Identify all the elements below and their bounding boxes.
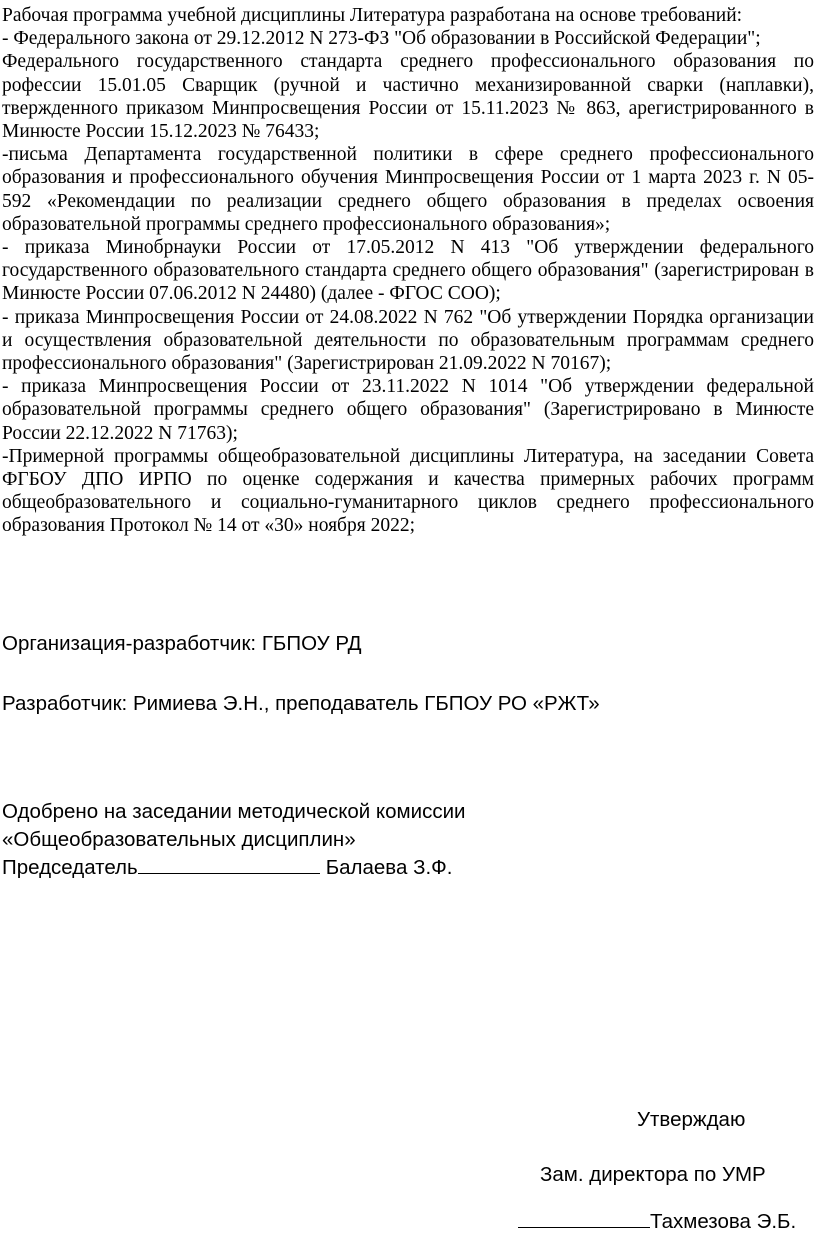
basis-item-federal-law: - Федерального закона от 29.12.2012 N 273-ФЗ "Об образовании в Российской Федерации"; — [2, 28, 761, 50]
basis-item-order-762: - приказа Минпросвещения России от 24.08.2022 N 762 "Об утверждении Порядка организации и осуществления образовательной деятельности по образовательным программам среднего профессионального образования" (Зарегистрирован 21.09.2022 N 70167); — [2, 306, 814, 375]
approval-line-1: Одобрено на заседании методической комиссии — [2, 800, 466, 823]
chair-signature-row — [2, 854, 465, 882]
deputy-position: Зам. директора по УМР — [540, 1163, 766, 1186]
basis-item-order-1014: - приказа Минпросвещения России от 23.11.2022 N 1014 "Об утверждении федеральной образовательной программы среднего общего образования" (Зарегистрировано в Минюсте России 22.12.2022 N 71763); — [2, 376, 814, 444]
basis-item-department-letter: -письма Департамента государственной политики в сфере среднего профессионального образования и профессионального обучения Минпросвещения России от 1 марта 2023 г. N 05-592 «Рекомендации по реализации среднего общего образования в пределах освоения образовательной программы среднего профессионального образования»; — [2, 144, 814, 235]
deputy-name: Тахмезова Э.Б. — [650, 1210, 797, 1233]
approval-line-2: «Общеобразовательных дисциплин» — [2, 828, 356, 851]
deputy-signature-line — [518, 1226, 650, 1228]
chair-name: Балаева З.Ф. — [325, 856, 453, 879]
chair-signature-line — [138, 872, 320, 874]
developer-author: Разработчик: Римиева Э.Н., преподаватель ГБПОУ РО «РЖТ» — [2, 692, 600, 715]
basis-item-order-413: - приказа Минобрнауки России от 17.05.2012 N 413 "Об утверждении федерального государственного образовательного стандарта среднего общего образования" (зарегистрирован в Минюсте России 07.06.2012 N 24480) (далее - ФГОС СОО); — [2, 237, 814, 305]
deputy-signature-row — [518, 1208, 796, 1236]
basis-section — [2, 4, 814, 538]
developer-organization: Организация-разработчик: ГБПОУ РД — [2, 632, 362, 655]
chair-label: Председатель — [2, 856, 138, 879]
basis-item-model-program: -Примерной программы общеобразовательной дисциплины Литература, на заседании Совета ФГБОУ ДПО ИРПО по оценке содержания и качества примерных рабочих программ общеобразовательного и социально-гуманитарного циклов среднего профессионального образования Протокол № 14 от «30» ноября 2022; — [2, 445, 814, 537]
approval-block — [2, 798, 465, 882]
approve-heading: Утверждаю — [637, 1108, 746, 1131]
basis-item-profession-standard: Федерального государственного стандарта среднего профессионального образования по рофессии 15.01.05 Сварщик (ручной и частично механизированной сварки (наплавки), твержденного приказом Минпросвещения России от 15.11.2023 № 863, арегистрированного в Минюсте России 15.12.2023 № 76433; — [2, 51, 814, 143]
basis-intro: Рабочая программа учебной дисциплины Литература разработана на основе требований: — [2, 5, 743, 26]
